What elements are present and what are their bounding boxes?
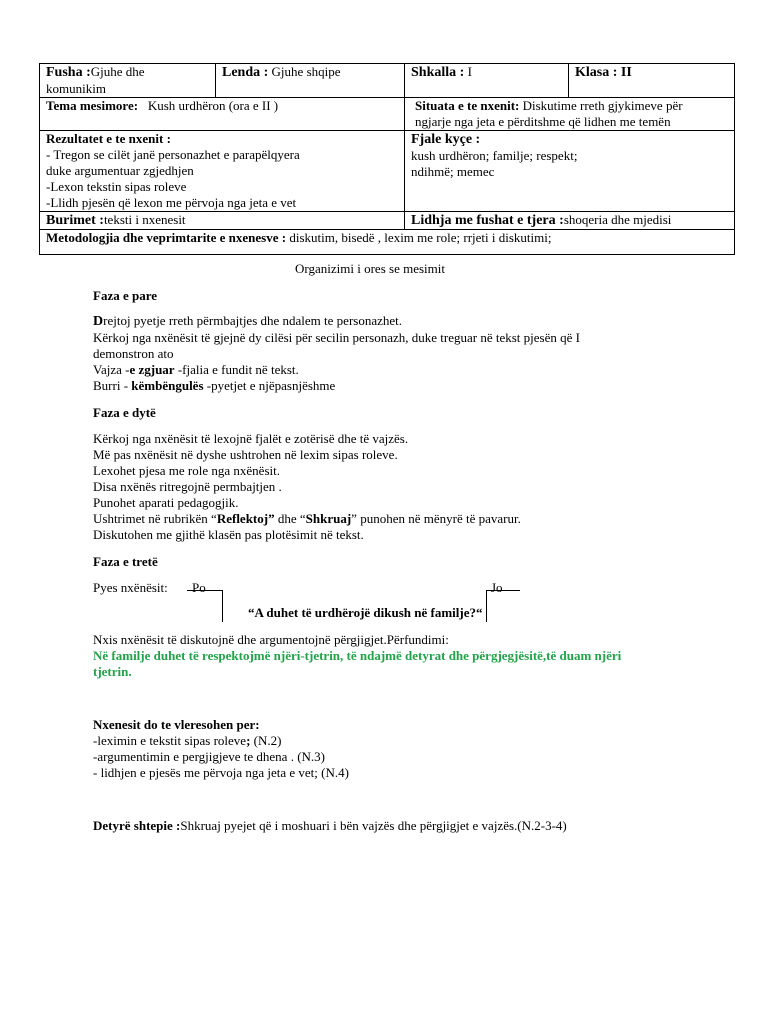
rezultatet-item: -Llidh pjesën që lexon me përvoja nga jeta e vet [46,195,297,210]
header-row-methodology [40,230,735,255]
faza1-title [93,288,693,304]
answer-po: Po [192,580,206,595]
vajza-rest: -fjalia e fundit në tekst. [174,362,299,377]
burimet-label: Burimet : [46,213,104,228]
header-row-resources [40,212,735,230]
faza1-line2: Kërkoj nga nxënësit të gjejnë dy cilësi për secilin personazh, duke treguar në tekst pjesën që I [93,330,580,345]
vajza-bold: e zgjuar [129,362,175,377]
lidhja-cell [405,212,735,230]
vleresim-item1-semicolon: ; [246,733,251,748]
detyre-line [93,818,713,834]
faza2-line: Disa nxënës ritregojnë permbajtjen . [93,479,282,494]
metodologjia-value: diskutim, bisedë , lexim me role; rrjeti i diskutimi; [286,230,552,245]
rezultatet-item: duke argumentuar zgjedhjen [46,163,194,178]
fusha-value-2: komunikim [46,81,106,96]
faza2-ushtrimet [93,511,693,527]
faza1-line1 [93,313,693,330]
faza2-title [93,405,693,421]
detyre-label: Detyrë shtepie : [93,818,181,833]
lidhja-label: Lidhja me fushat e tjera : [411,213,564,228]
faza1-vajza [93,362,693,378]
fusha-cell [40,64,216,98]
lenda-label: Lenda : [222,65,269,80]
burri-bold: këmbëngulës [131,378,204,393]
ushtrimet-bold-shkruaj: Shkruaj [305,511,352,526]
shkalla-cell [405,64,569,98]
metodologjia-label: Metodologjia dhe veprimtarite e nxenesve : [46,230,287,245]
faza3-conclusion [93,648,713,680]
rezultatet-cell [40,131,405,212]
po-bracket-line [187,590,222,591]
faza2-line: Kërkoj nga nxënësit të lexojnë fjalët e zotërisë dhe të vajzës. [93,431,409,446]
burri-rest: -pyetjet e njëpasnjëshme [203,378,336,393]
metodologjia-cell [40,230,735,255]
klasa-cell [569,64,735,98]
vajza-prefix: Vajza - [93,362,130,377]
faza1-line1-rest: rejtoj pyetje rreth përmbajtjes dhe ndalem te personazhet. [103,313,403,328]
lidhja-value: shoqeria dhe mjedisi [563,212,672,227]
conclusion-line: Në familje duhet të respektojmë njëri-tjetrin, të ndajmë detyrat dhe përgjegjësitë,të duam njëri [93,648,622,663]
rezultatet-item: -Lexon tekstin sipas roleve [46,179,187,194]
faza3-title [93,554,693,570]
vleresim-item1-text: -leximin e tekstit sipas roleve [93,733,247,748]
faza1-line3: demonstron ato [93,346,174,361]
faza2-line: Më pas nxënësit në dyshe ushtrohen në lexim sipas roleve. [93,447,398,462]
tema-label: Tema mesimore: [46,98,139,113]
fjale-value: kush urdhëron; familje; respekt; [411,148,578,163]
fjale-label: Fjale kyçe : [411,132,481,147]
tema-value: Kush urdhëron (ora e II ) [147,98,279,113]
ushtrimet-rest: ” punohen në mënyrë të pavarur. [351,511,521,526]
vleresim-item: - lidhjen e pjesës me përvoja nga jeta e vet; (N.4) [93,765,349,780]
header-row-outcomes [40,131,735,212]
jo-bracket-vertical [486,590,487,622]
ushtrimet-mid: dhe “ [274,511,306,526]
organizimi-heading: Organizimi i ores se mesimit [295,261,445,276]
lenda-cell [216,64,405,98]
faza1-dropcap: D [93,314,104,329]
rezultatet-label: Rezultatet e te nxenit : [46,131,171,146]
lesson-header-table [39,63,735,255]
faza3-question-text: “A duhet të urdhërojë dikush në familje?“ [248,605,483,620]
vleresim-block [93,717,693,781]
faza3-nxis: Nxis nxënësit të diskutojnë dhe argumentojnë përgjigjet.Përfundimi: [93,632,449,647]
vleresim-item [93,733,693,749]
fusha-label: Fusha : [46,65,91,80]
ushtrimet-prefix: Ushtrimet në rubrikën “ [93,511,217,526]
shkalla-label: Shkalla : [411,65,465,80]
conclusion-line: tjetrin. [93,664,132,679]
klasa-label: Klasa : II [575,65,632,80]
faza2-title-text: Faza e dytë [93,405,156,420]
detyre-text: Shkruaj pyejet që i moshuari i bën vajzës dhe përgjigjet e vajzës.(N.2-3-4) [180,818,567,833]
faza1-title-text: Faza e pare [93,288,158,303]
vleresim-title-text: Nxenesit do te vleresohen per: [93,717,260,732]
burimet-value: teksti i nxenesit [103,212,186,227]
detyre-shtepie [93,818,713,834]
faza2-body [93,431,693,543]
situata-cell [405,98,735,131]
ushtrimet-bold-reflektoj: Reflektoj” [216,511,275,526]
faza2-line: Punohet aparati pedagogjik. [93,495,239,510]
jo-bracket-line [486,590,520,591]
faza3-title-text: Faza e tretë [93,554,158,569]
fusha-value: Gjuhe dhe [90,64,145,79]
faza2-line: Lexohet pjesa me role nga nxënësit. [93,463,280,478]
lenda-value: Gjuhe shqipe [271,64,341,79]
faza3-question [248,605,483,621]
vleresim-item1-note: (N.2) [250,733,282,748]
shkalla-value: I [467,64,472,79]
header-row-subject [40,64,735,98]
vleresim-item: -argumentimin e pergjigjeve te dhena . (N.3) [93,749,326,764]
fjale-value-2: ndihmë; memec [411,164,495,179]
vleresim-title [93,717,693,733]
burimet-cell [40,212,405,230]
rezultatet-item: - Tregon se cilët janë personazhet e parapëlqyera [46,147,300,162]
po-bracket-vertical [222,590,223,622]
faza2-last-line: Diskutohen me gjithë klasën pas plotësimit në tekst. [93,527,364,542]
header-row-topic [40,98,735,131]
answer-jo: Jo [491,580,503,595]
fjale-cell [405,131,735,212]
situata-value-2: ngjarje nga jeta e përditshme që lidhen me temën [415,114,671,129]
faza3-pyes: Pyes nxënësit: [93,580,168,595]
faza1-body [93,313,693,394]
tema-cell [40,98,405,131]
situata-value: Diskutime rreth gjykimeve për [522,98,683,113]
situata-label: Situata e te nxenit: [415,98,520,113]
burri-prefix: Burri - [93,378,132,393]
faza1-burri [93,378,693,394]
